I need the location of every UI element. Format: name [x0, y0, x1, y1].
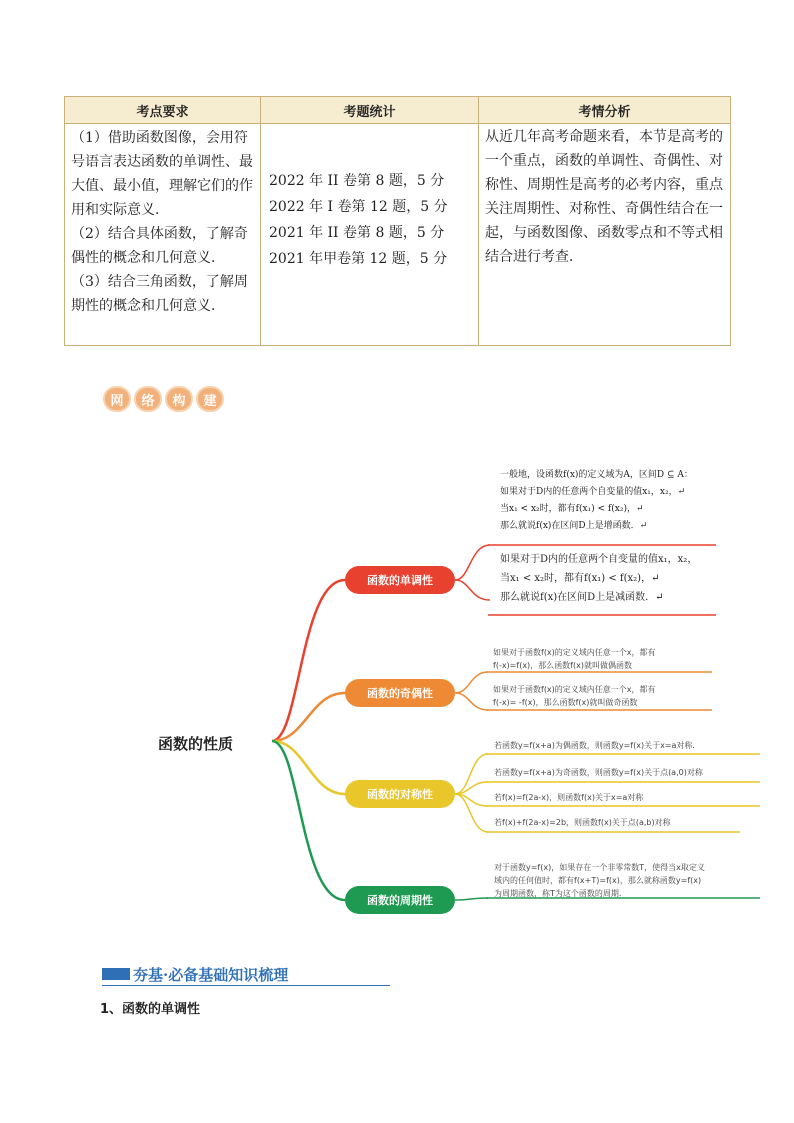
mono-inc-text	[500, 467, 693, 535]
requirements-line: 偶性的概念和几何意义．	[71, 250, 225, 266]
statistics-line: 2021 年 II 卷第 8 题，5 分	[269, 225, 445, 241]
mono-dec-text	[500, 550, 697, 607]
text-line: 当x₁ < x₂时，都有f(x₁) < f(x₂)，↵	[500, 504, 644, 514]
analysis-line: 关注周期性、对称性、奇偶性结合在一	[485, 201, 723, 217]
section-marker	[102, 968, 130, 980]
header-analysis: 考情分析	[479, 97, 731, 124]
section-underline	[102, 985, 390, 986]
root-topic: 函数的性质	[158, 735, 234, 753]
symmetry-rule: 若函数y=f(x+a)为奇函数，则函数y=f(x)关于点(a,0)对称	[494, 768, 703, 777]
network-build-badge	[103, 386, 224, 412]
text-line: 对于函数y=f(x)，如果存在一个非零常数T，使得当x取定义	[494, 863, 705, 872]
branch-parity: 函数的奇偶性	[345, 679, 455, 707]
analysis-line: 一个重点，函数的单调性、奇偶性、对	[485, 153, 723, 169]
analysis-line: 结合进行考查．	[485, 249, 583, 265]
section-title: 夯基·必备基础知识梳理	[133, 966, 289, 984]
symmetry-rule: 若f(x)=f(2a-x)，则函数f(x)关于x=a对称	[494, 793, 644, 802]
branch-symmetry: 函数的对称性	[345, 780, 455, 808]
requirements-line: （1）借助函数图像，会用符	[71, 130, 248, 146]
mind-map	[0, 450, 794, 930]
analysis-cell	[479, 124, 731, 346]
text-line: 如果对于函数f(x)的定义域内任意一个x，都有	[493, 685, 656, 694]
requirements-line: （3）结合三角函数，了解周	[71, 274, 248, 290]
statistics-line: 2022 年 I 卷第 12 题，5 分	[269, 199, 448, 215]
requirements-line: 大值、最小值，理解它们的作	[71, 178, 253, 194]
branch-monotonicity: 函数的单调性	[345, 566, 455, 594]
text-line: 如果对于D内的任意两个自变量的值x₁，x₂，↵	[500, 487, 686, 497]
periodic-function-text	[494, 861, 705, 900]
exam-table	[64, 96, 731, 346]
text-line: 域内的任何值时，都有f(x+T)=f(x)，那么就称函数y=f(x)	[494, 876, 702, 885]
requirements-line: 用和实际意义．	[71, 202, 169, 218]
requirements-line: （2）结合具体函数，了解奇	[71, 226, 248, 242]
text-line: f(-x)= -f(x)，那么函数f(x)就叫做奇函数	[493, 698, 638, 707]
text-line: 那么就说f(x)在区间D上是减函数．↵	[500, 592, 664, 603]
text-line: 一般地，设函数f(x)的定义域为A，区间D ⊆ A：	[500, 470, 693, 480]
header-requirements: 考点要求	[65, 97, 261, 124]
text-line: 当x₁ < x₂时，都有f(x₁) < f(x₂)，↵	[500, 573, 660, 584]
analysis-line: 称性、周期性是高考的必考内容，重点	[485, 177, 723, 193]
symmetry-rule: 若f(x)+f(2a-x)=2b，则函数f(x)关于点(a,b)对称	[494, 818, 671, 827]
text-line: 如果对于D内的任意两个自变量的值x₁，x₂，	[500, 554, 698, 565]
even-function-text	[493, 646, 656, 672]
analysis-line: 从近几年高考命题来看，本节是高考的	[485, 129, 723, 145]
branch-periodicity: 函数的周期性	[345, 886, 455, 914]
statistics-cell	[261, 124, 479, 346]
analysis-line: 起，与函数图像、函数零点和不等式相	[485, 225, 723, 241]
badge-char: 络	[134, 386, 162, 412]
statistics-line: 2021 年甲卷第 12 题，5 分	[269, 251, 448, 267]
requirements-line: 号语言表达函数的单调性、最	[71, 154, 253, 170]
subsection-title: 1、函数的单调性	[100, 1002, 201, 1017]
badge-char: 网	[103, 386, 131, 412]
badge-char: 构	[165, 386, 193, 412]
symmetry-rule: 若函数y=f(x+a)为偶函数，则函数y=f(x)关于x=a对称．	[494, 741, 701, 750]
header-statistics: 考题统计	[261, 97, 479, 124]
text-line: 那么就说f(x)在区间D上是增函数．↵	[500, 521, 648, 531]
badge-char: 建	[196, 386, 224, 412]
text-line: 为周期函数，称T为这个函数的周期.	[494, 889, 622, 898]
text-line: 如果对于函数f(x)的定义域内任意一个x，都有	[493, 648, 656, 657]
requirements-cell	[65, 124, 261, 346]
odd-function-text	[493, 683, 656, 709]
requirements-line: 期性的概念和几何意义．	[71, 298, 225, 314]
text-line: f(-x)=f(x)，那么函数f(x)就叫做偶函数	[493, 661, 632, 670]
statistics-line: 2022 年 II 卷第 8 题，5 分	[269, 173, 445, 189]
